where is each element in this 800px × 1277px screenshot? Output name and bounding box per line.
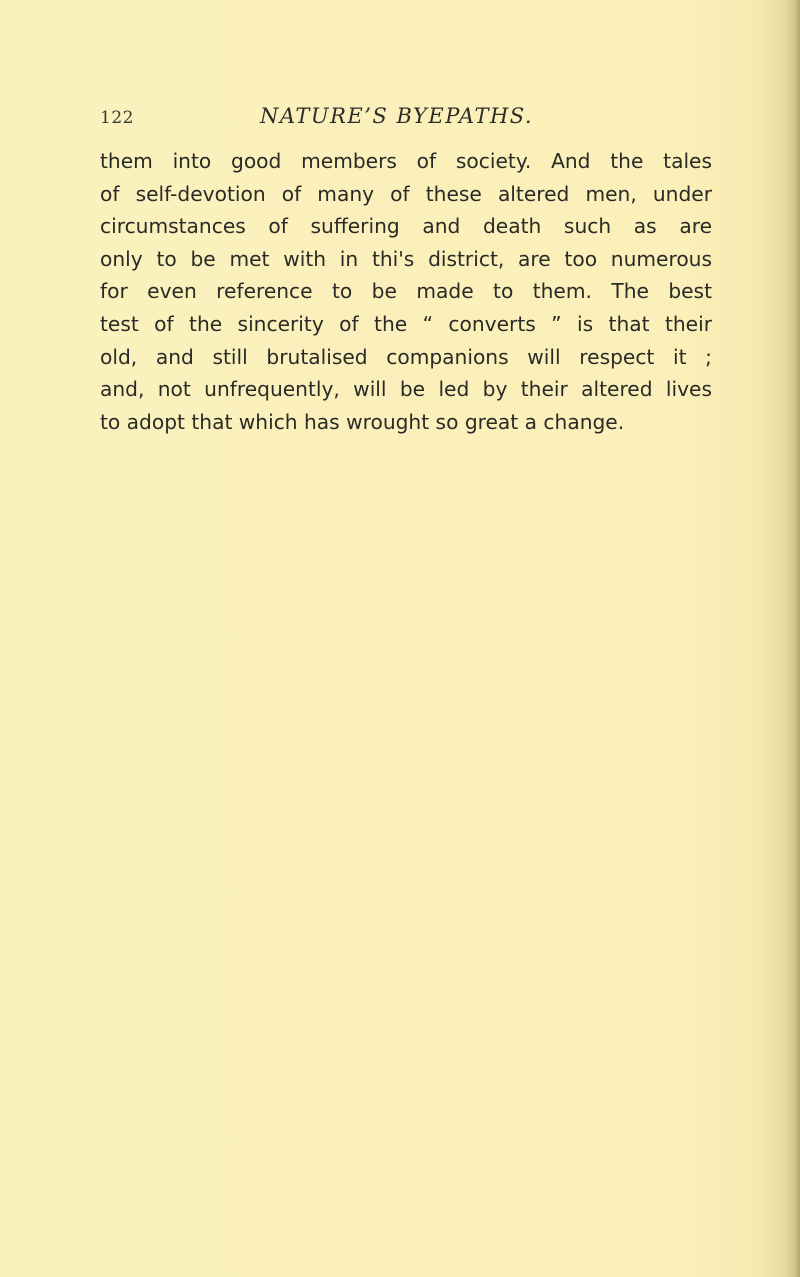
page-number: 122 — [100, 108, 134, 128]
text-line: test of the sincerity of the “ converts ” is that their — [100, 311, 712, 336]
running-title: NATURE’S BYEPATHS. — [260, 104, 534, 128]
text-line: of self-devotion of many of these altered men, under — [100, 181, 712, 206]
text-line: them into good members of society. And the tales — [100, 149, 712, 173]
page-header — [100, 104, 700, 134]
text-line: for even reference to be made to them. The best — [100, 279, 712, 304]
body-paragraph — [100, 145, 712, 438]
page-edge-shadow — [786, 0, 800, 1277]
text-line: only to be met with in thi's district, are too numerous — [100, 246, 712, 271]
text-line: to adopt that which has wrought so great a change. — [100, 409, 625, 434]
text-line: old, and still brutalised companions will respect it ; — [100, 344, 712, 369]
text-line: and, not unfrequently, will be led by their altered lives — [100, 377, 712, 402]
text-line: circumstances of suffering and death such as are — [100, 214, 712, 239]
